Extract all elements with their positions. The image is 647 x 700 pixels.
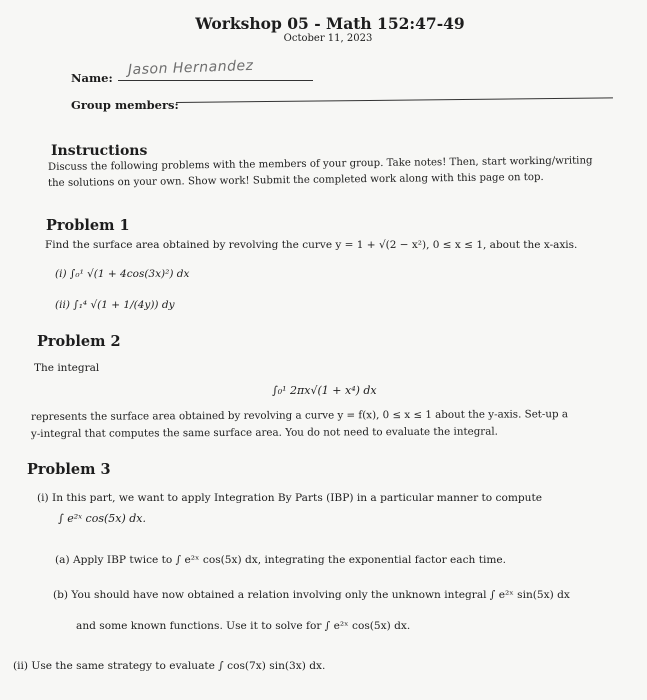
problem-1-heading: Problem 1 bbox=[46, 217, 130, 234]
instructions-line-1: Discuss the following problems with the members of your group. Take notes! Then, start working/writing bbox=[47, 155, 593, 173]
problem-1-option-i: (i) ∫₀¹ √(1 + 4cos(3x)²) dx bbox=[55, 268, 190, 280]
problem-3-part-b-line-1: (b) You should have now obtained a relation involving only the unknown integral ∫ e²ˣ sin(5x) dx bbox=[53, 589, 570, 601]
name-signature: Jason Hernandez bbox=[127, 57, 254, 79]
problem-3-part-a: (a) Apply IBP twice to ∫ e²ˣ cos(5x) dx, integrating the exponential factor each time. bbox=[55, 554, 507, 566]
problem-3-heading: Problem 3 bbox=[27, 461, 111, 478]
group-members-line bbox=[176, 97, 613, 103]
group-members-label: Group members: bbox=[71, 98, 179, 112]
problem-2-integral: ∫₀¹ 2πx√(1 + x⁴) dx bbox=[272, 384, 377, 397]
problem-2-heading: Problem 2 bbox=[37, 333, 121, 350]
name-line bbox=[118, 80, 313, 81]
instructions-line-2: the solutions on your own. Show work! Submit the completed work along with this page on top. bbox=[47, 171, 544, 189]
problem-2-line-2: y-integral that computes the same surface area. You do not need to evaluate the integral. bbox=[30, 425, 498, 440]
instructions-heading: Instructions bbox=[51, 143, 148, 159]
problem-1-option-ii: (ii) ∫₁⁴ √(1 + 1/(4y)) dy bbox=[55, 299, 175, 311]
page-date: October 11, 2023 bbox=[283, 33, 373, 44]
problem-3-part-i-line-1: (i) In this part, we want to apply Integration By Parts (IBP) in a particular manner to compute bbox=[37, 492, 543, 504]
problem-2-intro: The integral bbox=[34, 362, 100, 374]
problem-3-part-b-line-2: and some known functions. Use it to solve for ∫ e²ˣ cos(5x) dx. bbox=[76, 620, 411, 632]
problem-3-part-ii: (ii) Use the same strategy to evaluate ∫ cos(7x) sin(3x) dx. bbox=[13, 660, 326, 672]
problem-1-statement: Find the surface area obtained by revolving the curve y = 1 + √(2 − x²), 0 ≤ x ≤ 1, about the x-axis. bbox=[45, 239, 578, 251]
name-label: Name: bbox=[71, 71, 113, 85]
problem-2-line-1: represents the surface area obtained by revolving a curve y = f(x), 0 ≤ x ≤ 1 about the y-axis. Set-up a bbox=[30, 408, 569, 423]
problem-3-part-i-line-2: ∫ e²ˣ cos(5x) dx. bbox=[58, 512, 146, 525]
page-title: Workshop 05 - Math 152:47-49 bbox=[195, 14, 465, 33]
